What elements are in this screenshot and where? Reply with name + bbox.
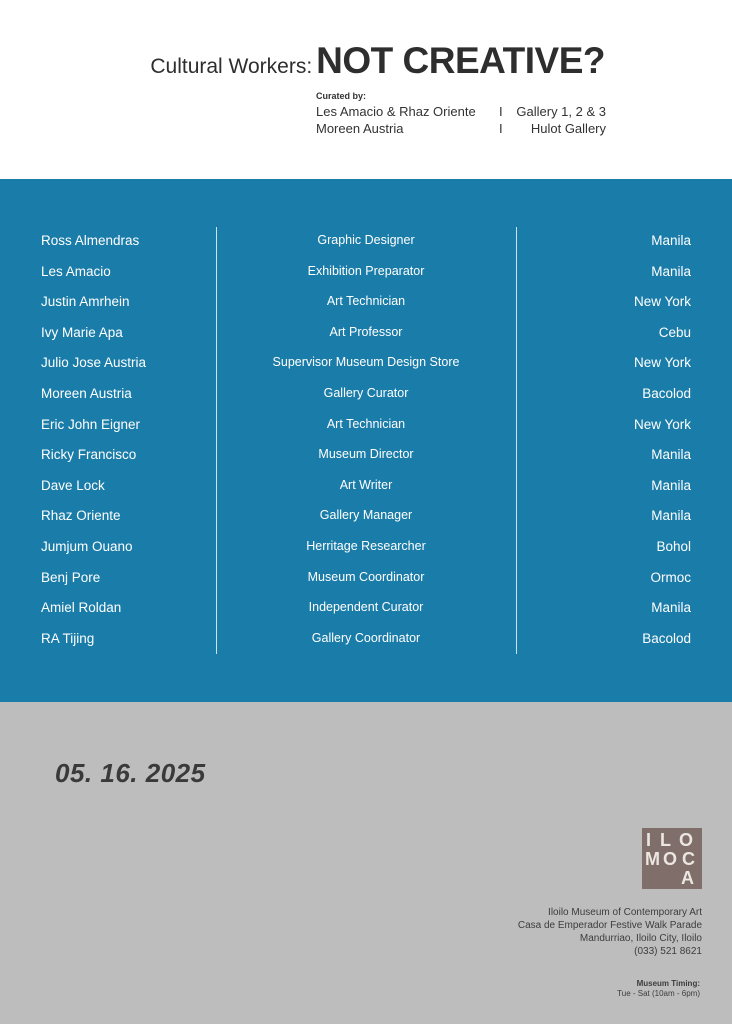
worker-city: Manila bbox=[651, 478, 691, 493]
museum-timing-label: Museum Timing: bbox=[636, 979, 700, 988]
worker-row bbox=[0, 294, 732, 314]
event-date: 05. 16. 2025 bbox=[55, 758, 206, 788]
worker-role: Gallery Curator bbox=[323, 386, 409, 400]
logo-letter: L bbox=[660, 830, 671, 850]
worker-name: Julio Jose Austria bbox=[41, 355, 147, 370]
worker-city: Manila bbox=[651, 233, 691, 248]
worker-name: Rhaz Oriente bbox=[41, 508, 121, 523]
curator-separator: I bbox=[499, 121, 503, 136]
logo-letter: I bbox=[646, 830, 652, 850]
logo-letter: O bbox=[679, 830, 694, 850]
curator-gallery: Hulot Gallery bbox=[530, 121, 606, 136]
address-line: (033) 521 8621 bbox=[634, 946, 702, 957]
worker-role: Supervisor Museum Design Store bbox=[272, 355, 460, 369]
worker-city: Manila bbox=[651, 264, 691, 279]
worker-role: Art Writer bbox=[339, 478, 393, 492]
address-line: Mandurriao, Iloilo City, Iloilo bbox=[579, 933, 702, 944]
worker-row bbox=[0, 233, 732, 253]
worker-role: Graphic Designer bbox=[317, 233, 415, 247]
title-prefix: Cultural Workers: bbox=[150, 55, 313, 78]
worker-row bbox=[0, 355, 732, 375]
worker-name: Moreen Austria bbox=[41, 386, 132, 401]
worker-city: Bacolod bbox=[642, 631, 691, 646]
worker-city: Manila bbox=[651, 447, 691, 462]
worker-row bbox=[0, 386, 732, 406]
worker-name: Les Amacio bbox=[41, 264, 111, 279]
worker-city: New York bbox=[633, 294, 691, 309]
worker-row bbox=[0, 325, 732, 345]
worker-city: Bohol bbox=[656, 539, 691, 554]
ilomoca-logo bbox=[642, 828, 702, 889]
worker-name: Eric John Eigner bbox=[41, 417, 141, 432]
title-main: NOT CREATIVE? bbox=[316, 40, 605, 81]
curator-row bbox=[316, 121, 606, 139]
worker-role: Exhibition Preparator bbox=[307, 264, 425, 278]
curator-gallery: Gallery 1, 2 & 3 bbox=[516, 104, 606, 119]
worker-row bbox=[0, 600, 732, 620]
curator-names: Les Amacio & Rhaz Oriente bbox=[316, 104, 476, 119]
worker-row bbox=[0, 264, 732, 284]
worker-name: Ricky Francisco bbox=[41, 447, 137, 462]
worker-role: Independent Curator bbox=[308, 600, 424, 614]
worker-name: RA Tijing bbox=[41, 631, 95, 646]
worker-name: Ross Almendras bbox=[41, 233, 140, 248]
worker-row bbox=[0, 631, 732, 651]
address-line: Iloilo Museum of Contemporary Art bbox=[548, 907, 702, 918]
curator-separator: I bbox=[499, 104, 503, 119]
worker-name: Ivy Marie Apa bbox=[41, 325, 123, 340]
worker-role: Museum Coordinator bbox=[307, 570, 425, 584]
worker-city: Manila bbox=[651, 508, 691, 523]
worker-row bbox=[0, 539, 732, 559]
logo-letter: A bbox=[681, 868, 694, 888]
worker-city: Ormoc bbox=[650, 570, 691, 585]
worker-role: Museum Director bbox=[318, 447, 414, 461]
worker-name: Jumjum Ouano bbox=[41, 539, 133, 554]
logo-letter: M bbox=[645, 849, 660, 869]
workers-list-section bbox=[0, 179, 732, 702]
museum-timing-value: Tue - Sat (10am - 6pm) bbox=[617, 989, 700, 998]
worker-city: New York bbox=[633, 355, 691, 370]
museum-address bbox=[518, 906, 702, 958]
header-section bbox=[0, 0, 732, 179]
worker-name: Dave Lock bbox=[41, 478, 105, 493]
worker-name: Justin Amrhein bbox=[41, 294, 130, 309]
worker-role: Art Technician bbox=[326, 294, 406, 308]
curated-by-label: Curated by: bbox=[316, 91, 367, 101]
worker-row bbox=[0, 508, 732, 528]
poster-title bbox=[0, 40, 605, 82]
worker-role: Art Technician bbox=[326, 417, 406, 431]
worker-role: Gallery Manager bbox=[319, 508, 413, 522]
address-line: Casa de Emperador Festive Walk Parade bbox=[517, 920, 702, 931]
worker-row bbox=[0, 478, 732, 498]
worker-row bbox=[0, 570, 732, 590]
worker-row bbox=[0, 447, 732, 467]
worker-city: Manila bbox=[651, 600, 691, 615]
curator-row bbox=[316, 104, 606, 122]
curator-names: Moreen Austria bbox=[316, 121, 404, 136]
worker-city: New York bbox=[633, 417, 691, 432]
worker-role: Herritage Researcher bbox=[306, 539, 426, 553]
worker-row bbox=[0, 417, 732, 437]
logo-letter: O bbox=[663, 849, 678, 869]
worker-city: Bacolod bbox=[642, 386, 691, 401]
footer-section bbox=[0, 702, 732, 1024]
worker-role: Art Professor bbox=[329, 325, 403, 339]
worker-name: Amiel Roldan bbox=[41, 600, 122, 615]
logo-letter: C bbox=[682, 849, 695, 869]
worker-role: Gallery Coordinator bbox=[311, 631, 421, 645]
worker-city: Cebu bbox=[658, 325, 691, 340]
worker-name: Benj Pore bbox=[41, 570, 101, 585]
